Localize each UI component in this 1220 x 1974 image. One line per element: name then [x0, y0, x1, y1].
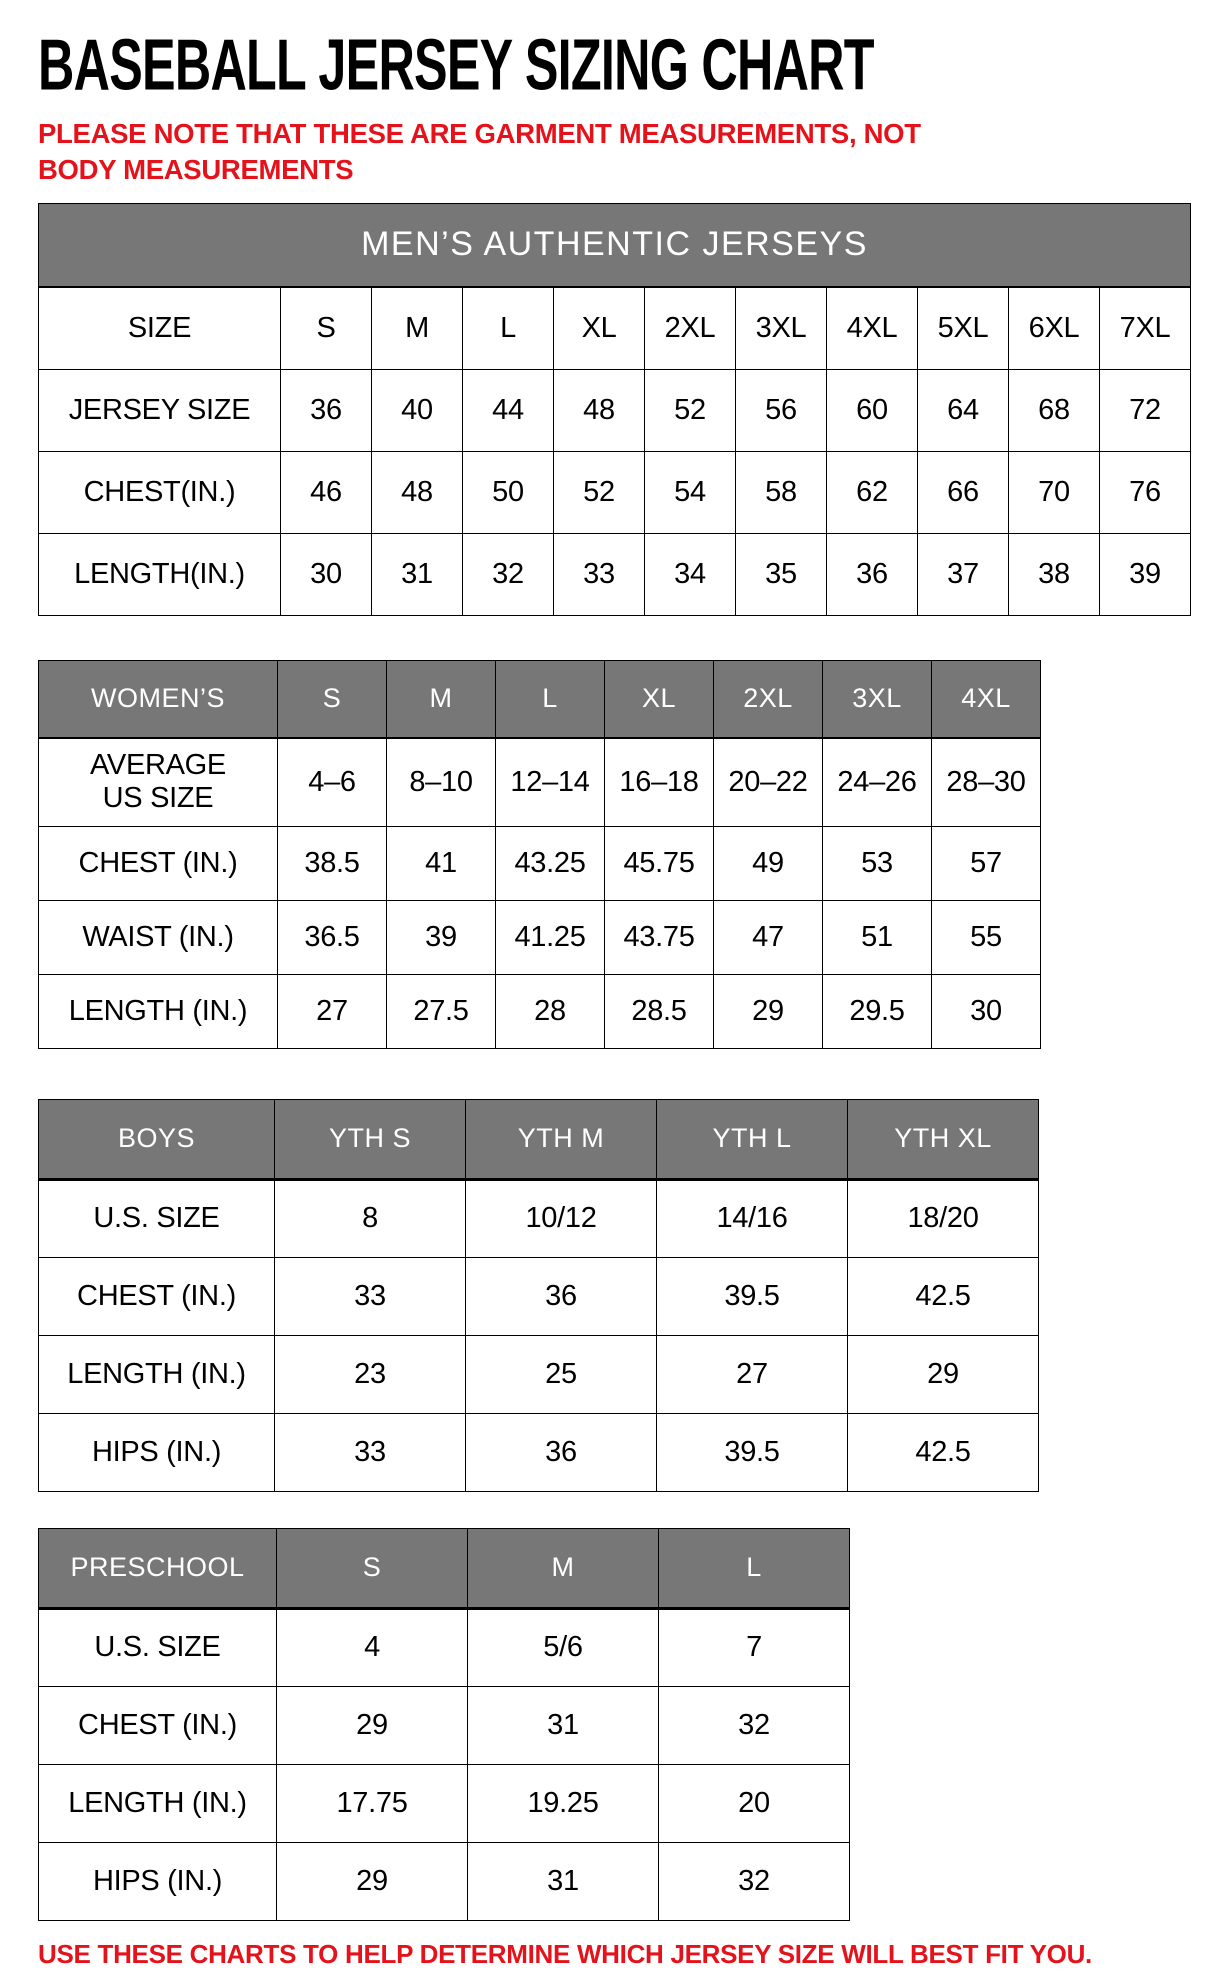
- value-cell: 50: [463, 451, 554, 533]
- sizing-footer-note: USE THESE CHARTS TO HELP DETERMINE WHICH JERSEY SIZE WILL BEST FIT YOU.: [38, 1938, 1092, 1969]
- value-cell: 41: [387, 826, 496, 900]
- value-cell: 39: [1100, 533, 1191, 615]
- value-cell: 66: [918, 451, 1009, 533]
- womens-header-cell: 4XL: [932, 660, 1041, 738]
- value-cell: 28–30: [932, 738, 1041, 826]
- value-cell: 29: [277, 1686, 468, 1764]
- value-cell: 18/20: [848, 1179, 1039, 1257]
- value-cell: 32: [463, 533, 554, 615]
- value-cell: 44: [463, 369, 554, 451]
- preschool-row-0: [39, 1608, 850, 1686]
- value-cell: 60: [827, 369, 918, 451]
- mens-header-row: [39, 203, 1191, 287]
- value-cell: 39.5: [657, 1413, 848, 1491]
- value-cell: 36: [827, 533, 918, 615]
- value-cell: 5XL: [918, 287, 1009, 369]
- row-label-cell: HIPS (IN.): [39, 1842, 277, 1920]
- row-label-cell: LENGTH (IN.): [39, 1764, 277, 1842]
- value-cell: 56: [736, 369, 827, 451]
- value-cell: 28.5: [605, 974, 714, 1048]
- row-label-cell: U.S. SIZE: [39, 1179, 275, 1257]
- womens-row-1: [39, 826, 1041, 900]
- value-cell: 31: [468, 1686, 659, 1764]
- preschool-sizing-table-section: [38, 1528, 1192, 1921]
- measurement-note: PLEASE NOTE THAT THESE ARE GARMENT MEASUREMENTS, NOT BODY MEASUREMENTS: [38, 118, 921, 186]
- value-cell: 40: [372, 369, 463, 451]
- value-cell: 27.5: [387, 974, 496, 1048]
- value-cell: 43.75: [605, 900, 714, 974]
- value-cell: 20: [659, 1764, 850, 1842]
- value-cell: 76: [1100, 451, 1191, 533]
- boys-row-2: [39, 1335, 1039, 1413]
- value-cell: 24–26: [823, 738, 932, 826]
- womens-sizing-table-section: [38, 660, 1192, 1049]
- womens-header-cell: XL: [605, 660, 714, 738]
- value-cell: 28: [496, 974, 605, 1048]
- value-cell: 41.25: [496, 900, 605, 974]
- value-cell: 29: [714, 974, 823, 1048]
- value-cell: 47: [714, 900, 823, 974]
- womens-header-cell: L: [496, 660, 605, 738]
- value-cell: 62: [827, 451, 918, 533]
- mens-row-0: [39, 287, 1191, 369]
- womens-row-2: [39, 900, 1041, 974]
- value-cell: 70: [1009, 451, 1100, 533]
- value-cell: 8–10: [387, 738, 496, 826]
- mens-row-3: [39, 533, 1191, 615]
- value-cell: 52: [554, 451, 645, 533]
- value-cell: 4XL: [827, 287, 918, 369]
- womens-header-row: [39, 660, 1041, 738]
- value-cell: 17.75: [277, 1764, 468, 1842]
- row-label-cell: CHEST (IN.): [39, 826, 278, 900]
- value-cell: 7XL: [1100, 287, 1191, 369]
- value-cell: 25: [466, 1335, 657, 1413]
- value-cell: 19.25: [468, 1764, 659, 1842]
- value-cell: 38.5: [278, 826, 387, 900]
- boys-header-cell: YTH S: [275, 1099, 466, 1179]
- womens-header-cell: WOMEN’S: [39, 660, 278, 738]
- boys-header-cell: BOYS: [39, 1099, 275, 1179]
- womens-header-cell: S: [278, 660, 387, 738]
- boys-row-1: [39, 1257, 1039, 1335]
- row-label-cell: LENGTH(IN.): [39, 533, 281, 615]
- value-cell: 12–14: [496, 738, 605, 826]
- value-cell: 23: [275, 1335, 466, 1413]
- value-cell: 54: [645, 451, 736, 533]
- value-cell: 42.5: [848, 1257, 1039, 1335]
- value-cell: 27: [278, 974, 387, 1048]
- value-cell: 52: [645, 369, 736, 451]
- value-cell: 33: [554, 533, 645, 615]
- value-cell: 30: [281, 533, 372, 615]
- value-cell: 6XL: [1009, 287, 1100, 369]
- boys-sizing-table: [38, 1099, 1039, 1492]
- value-cell: XL: [554, 287, 645, 369]
- value-cell: 29: [848, 1335, 1039, 1413]
- row-label-cell: WAIST (IN.): [39, 900, 278, 974]
- value-cell: 45.75: [605, 826, 714, 900]
- value-cell: 48: [554, 369, 645, 451]
- womens-sizing-table: [38, 660, 1041, 1049]
- row-label-cell: LENGTH (IN.): [39, 1335, 275, 1413]
- row-label-line: US SIZE: [102, 782, 214, 815]
- value-cell: 32: [659, 1842, 850, 1920]
- mens-sizing-table-section: [38, 203, 1192, 616]
- boys-header-cell: YTH M: [466, 1099, 657, 1179]
- value-cell: 57: [932, 826, 1041, 900]
- value-cell: 10/12: [466, 1179, 657, 1257]
- value-cell: 33: [275, 1413, 466, 1491]
- value-cell: 14/16: [657, 1179, 848, 1257]
- preschool-header-cell: M: [468, 1528, 659, 1608]
- row-label-cell: JERSEY SIZE: [39, 369, 281, 451]
- womens-row-3: [39, 974, 1041, 1048]
- value-cell: 16–18: [605, 738, 714, 826]
- row-label-cell: CHEST (IN.): [39, 1686, 277, 1764]
- value-cell: 48: [372, 451, 463, 533]
- mens-sizing-table: [38, 203, 1191, 616]
- womens-header-cell: 2XL: [714, 660, 823, 738]
- value-cell: 38: [1009, 533, 1100, 615]
- row-label-cell: SIZE: [39, 287, 281, 369]
- value-cell: 4–6: [278, 738, 387, 826]
- value-cell: 72: [1100, 369, 1191, 451]
- value-cell: 2XL: [645, 287, 736, 369]
- value-cell: 31: [372, 533, 463, 615]
- value-cell: 51: [823, 900, 932, 974]
- value-cell: 7: [659, 1608, 850, 1686]
- value-cell: 5/6: [468, 1608, 659, 1686]
- value-cell: 68: [1009, 369, 1100, 451]
- row-label-cell: CHEST(IN.): [39, 451, 281, 533]
- value-cell: 55: [932, 900, 1041, 974]
- boys-row-0: [39, 1179, 1039, 1257]
- boys-header-cell: YTH L: [657, 1099, 848, 1179]
- womens-header-cell: 3XL: [823, 660, 932, 738]
- preschool-row-1: [39, 1686, 850, 1764]
- preschool-row-2: [39, 1764, 850, 1842]
- value-cell: 34: [645, 533, 736, 615]
- value-cell: 53: [823, 826, 932, 900]
- value-cell: 30: [932, 974, 1041, 1048]
- preschool-sizing-table: [38, 1528, 850, 1921]
- boys-header-cell: YTH XL: [848, 1099, 1039, 1179]
- value-cell: 49: [714, 826, 823, 900]
- row-label-line: AVERAGE: [90, 749, 226, 782]
- preschool-header-cell: S: [277, 1528, 468, 1608]
- value-cell: 36: [466, 1413, 657, 1491]
- preschool-header-cell: L: [659, 1528, 850, 1608]
- preschool-header-row: [39, 1528, 850, 1608]
- mens-row-2: [39, 451, 1191, 533]
- value-cell: 39.5: [657, 1257, 848, 1335]
- value-cell: 32: [659, 1686, 850, 1764]
- boys-sizing-table-section: [38, 1099, 1192, 1492]
- mens-row-1: [39, 369, 1191, 451]
- value-cell: S: [281, 287, 372, 369]
- row-label-cell: [39, 738, 278, 826]
- boys-header-row: [39, 1099, 1039, 1179]
- mens-table-title: MEN’S AUTHENTIC JERSEYS: [39, 203, 1191, 287]
- value-cell: 64: [918, 369, 1009, 451]
- value-cell: 31: [468, 1842, 659, 1920]
- value-cell: 33: [275, 1257, 466, 1335]
- value-cell: 29: [277, 1842, 468, 1920]
- value-cell: 29.5: [823, 974, 932, 1048]
- value-cell: 43.25: [496, 826, 605, 900]
- boys-row-3: [39, 1413, 1039, 1491]
- value-cell: 4: [277, 1608, 468, 1686]
- value-cell: M: [372, 287, 463, 369]
- value-cell: 58: [736, 451, 827, 533]
- title-block: [38, 24, 1192, 112]
- value-cell: 8: [275, 1179, 466, 1257]
- row-label-cell: U.S. SIZE: [39, 1608, 277, 1686]
- preschool-row-3: [39, 1842, 850, 1920]
- value-cell: 3XL: [736, 287, 827, 369]
- value-cell: 37: [918, 533, 1009, 615]
- value-cell: 20–22: [714, 738, 823, 826]
- preschool-header-cell: PRESCHOOL: [39, 1528, 277, 1608]
- value-cell: 36: [281, 369, 372, 451]
- womens-row-0: [39, 738, 1041, 826]
- value-cell: 35: [736, 533, 827, 615]
- row-label-cell: CHEST (IN.): [39, 1257, 275, 1335]
- value-cell: 39: [387, 900, 496, 974]
- value-cell: 27: [657, 1335, 848, 1413]
- value-cell: 42.5: [848, 1413, 1039, 1491]
- value-cell: 46: [281, 451, 372, 533]
- row-label-cell: LENGTH (IN.): [39, 974, 278, 1048]
- womens-header-cell: M: [387, 660, 496, 738]
- page-title: BASEBALL JERSEY SIZING CHART: [38, 25, 874, 106]
- value-cell: 36.5: [278, 900, 387, 974]
- value-cell: L: [463, 287, 554, 369]
- row-label-cell: HIPS (IN.): [39, 1413, 275, 1491]
- value-cell: 36: [466, 1257, 657, 1335]
